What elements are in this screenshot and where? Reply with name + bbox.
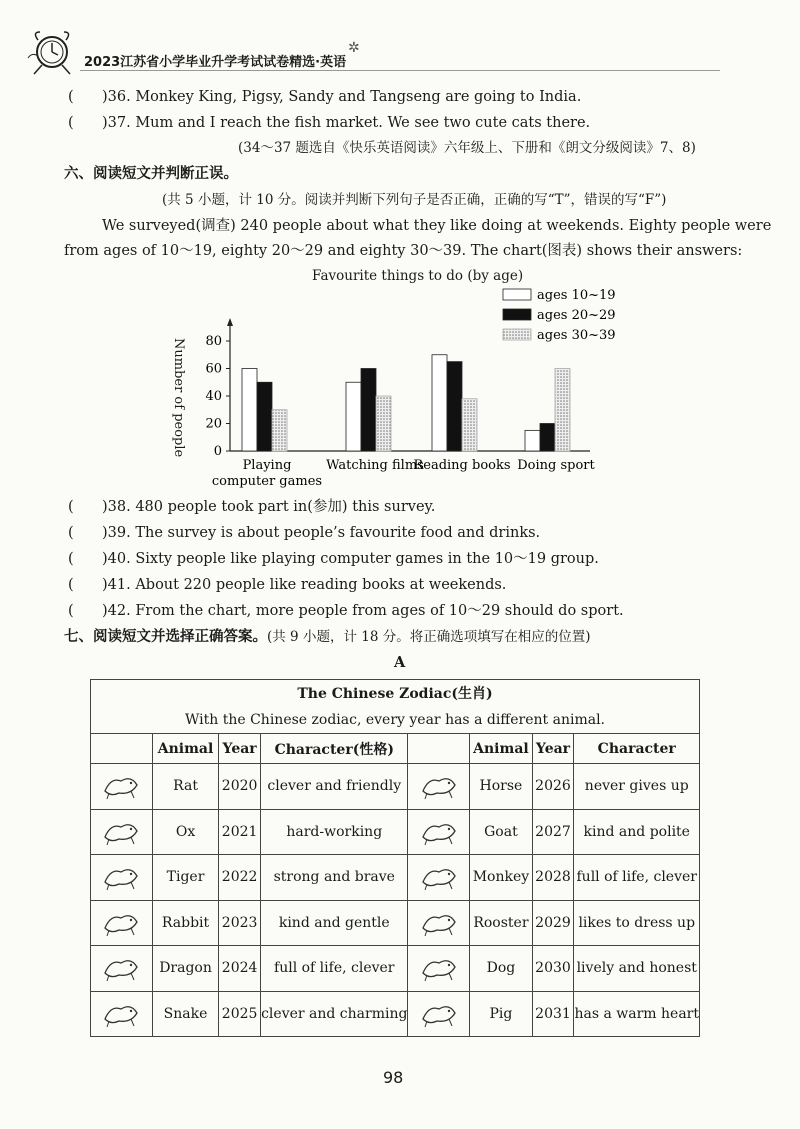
question-text: )40. Sixty people like playing computer games in the 10～19 group. <box>102 551 599 567</box>
legend-swatch <box>503 309 531 320</box>
zodiac-row <box>91 809 700 855</box>
bar-3-4 <box>555 369 570 452</box>
y-tick-label: 0 <box>213 444 222 459</box>
animal-cell: Rat <box>152 764 218 810</box>
zodiac-title: The Chinese Zodiac(生肖) <box>91 680 700 707</box>
animal-picture-cell <box>408 946 470 992</box>
header-logo-icon <box>22 28 80 82</box>
bar-1-3 <box>432 355 447 451</box>
animal-cell: Dog <box>470 946 532 992</box>
question-text: )37. Mum and I reach the fish market. We see two cute cats there. <box>102 115 591 131</box>
animal-picture-cell <box>408 809 470 855</box>
passage-line-2: from ages of 10～19, eighty 20～29 and eighty 30～39. The chart(图表) shows their answers: <box>64 243 743 259</box>
category-label: Watching films <box>326 458 424 473</box>
pig-icon <box>408 999 469 1029</box>
answer-paren: ( <box>68 499 74 515</box>
character-cell: lively and honest <box>574 946 700 992</box>
dragon-icon <box>91 953 152 983</box>
category-label: Reading books <box>413 458 511 473</box>
character-cell: has a warm heart <box>574 991 700 1037</box>
character-cell: hard-working <box>261 809 408 855</box>
source-note: (34～37 题选自《快乐英语阅读》六年级上、下册和《朗文分级阅读》7、8) <box>238 140 696 156</box>
y-tick-label: 80 <box>205 334 222 349</box>
section-7-title: 七、阅读短文并选择正确答案。 <box>64 628 267 645</box>
bar-1-1 <box>242 369 257 452</box>
character-cell: strong and brave <box>261 855 408 901</box>
passage-line-1: We surveyed(调查) 240 people about what they like doing at weekends. Eighty people were <box>102 218 772 234</box>
answer-paren: ( <box>68 577 74 593</box>
animal-picture-cell <box>91 991 153 1037</box>
y-axis-arrow <box>227 318 233 326</box>
header-year: Year <box>532 734 574 764</box>
zodiac-title-row <box>91 680 700 707</box>
year-cell: 2020 <box>219 764 261 810</box>
question-text: )41. About 220 people like reading books at weekends. <box>102 577 507 593</box>
header-year: Year <box>219 734 261 764</box>
animal-picture-cell <box>408 900 470 946</box>
year-cell: 2027 <box>532 809 574 855</box>
header-pic-cell <box>91 734 153 764</box>
year-cell: 2025 <box>219 991 261 1037</box>
bar-1-4 <box>525 430 540 451</box>
animal-picture-cell <box>91 764 153 810</box>
y-tick-label: 20 <box>205 416 222 432</box>
bar-2-1 <box>257 382 272 451</box>
character-cell: kind and polite <box>574 809 700 855</box>
year-cell: 2030 <box>532 946 574 992</box>
animal-cell: Rabbit <box>152 900 218 946</box>
year-cell: 2023 <box>219 900 261 946</box>
header-rule <box>80 70 720 71</box>
bar-3-2 <box>376 396 391 451</box>
character-cell: never gives up <box>574 764 700 810</box>
year-cell: 2031 <box>532 991 574 1037</box>
question-text: )42. From the chart, more people from ages of 10～29 should do sport. <box>102 603 624 619</box>
animal-picture-cell <box>91 809 153 855</box>
goat-icon <box>408 817 469 847</box>
tiger-icon <box>91 862 152 892</box>
y-axis-label <box>160 338 186 510</box>
animal-cell: Tiger <box>152 855 218 901</box>
answer-paren: ( <box>68 89 74 105</box>
character-cell: full of life, clever <box>261 946 408 992</box>
character-cell: kind and gentle <box>261 900 408 946</box>
ox-icon <box>91 817 152 847</box>
question-37 <box>68 113 590 133</box>
animal-picture-cell <box>408 764 470 810</box>
rooster-icon <box>408 908 469 938</box>
legend-swatch <box>503 329 531 340</box>
bar-2-2 <box>361 369 376 452</box>
animal-picture-cell <box>91 946 153 992</box>
animal-picture-cell <box>91 855 153 901</box>
character-cell: full of life, clever <box>574 855 700 901</box>
animal-cell: Goat <box>470 809 532 855</box>
animal-cell: Monkey <box>470 855 532 901</box>
animal-cell: Ox <box>152 809 218 855</box>
y-tick-label: 40 <box>205 389 222 404</box>
header-character: Character(性格) <box>261 734 408 764</box>
answer-paren: ( <box>68 115 74 131</box>
question-text: )38. 480 people took part in(参加) this survey. <box>102 499 436 515</box>
year-cell: 2028 <box>532 855 574 901</box>
header-star-icon: ✲ <box>348 40 360 56</box>
part-label: A <box>394 654 406 671</box>
bar-chart <box>170 280 650 495</box>
zodiac-row <box>91 855 700 901</box>
zodiac-subtitle-row <box>91 707 700 734</box>
bar-2-4 <box>540 424 555 452</box>
header-character: Character <box>574 734 700 764</box>
zodiac-header-row <box>91 734 700 764</box>
legend-swatch <box>503 289 531 300</box>
animal-cell: Horse <box>470 764 532 810</box>
question-41 <box>68 575 506 595</box>
answer-paren: ( <box>68 551 74 567</box>
question-text: )39. The survey is about people’s favourite food and drinks. <box>102 525 541 541</box>
rat-icon <box>91 771 152 801</box>
year-cell: 2029 <box>532 900 574 946</box>
question-text: )36. Monkey King, Pigsy, Sandy and Tangseng are going to India. <box>102 89 582 105</box>
year-cell: 2021 <box>219 809 261 855</box>
animal-picture-cell <box>408 855 470 901</box>
section-7-instruction: (共 9 小题，计 18 分。将正确选项填写在相应的位置) <box>267 629 591 645</box>
category-label: Playing <box>242 458 292 473</box>
section-6-instruction: (共 5 小题，计 10 分。阅读并判断下列句子是否正确，正确的写“T”，错误的写“F”) <box>162 192 667 208</box>
answer-paren: ( <box>68 525 74 541</box>
question-38 <box>68 497 435 517</box>
zodiac-row <box>91 764 700 810</box>
legend-label: ages 20~29 <box>537 308 616 323</box>
character-cell: clever and friendly <box>261 764 408 810</box>
animal-cell: Dragon <box>152 946 218 992</box>
category-label-line2: computer games <box>211 474 323 489</box>
header-animal: Animal <box>470 734 532 764</box>
header-animal: Animal <box>152 734 218 764</box>
question-36 <box>68 87 581 107</box>
bar-3-1 <box>272 410 287 451</box>
header-title: 2023江苏省小学毕业升学考试试卷精选·英语 <box>84 55 347 70</box>
answer-paren: ( <box>68 603 74 619</box>
question-40 <box>68 549 599 569</box>
chart-title: Favourite things to do (by age) <box>312 268 524 284</box>
legend-label: ages 30~39 <box>537 328 616 343</box>
year-cell: 2022 <box>219 855 261 901</box>
zodiac-row <box>91 991 700 1037</box>
snake-icon <box>91 999 152 1029</box>
character-cell: clever and charming <box>261 991 408 1037</box>
year-cell: 2024 <box>219 946 261 992</box>
character-cell: likes to dress up <box>574 900 700 946</box>
animal-cell: Pig <box>470 991 532 1037</box>
section-6-title: 六、阅读短文并判断正误。 <box>64 165 238 182</box>
section-7-heading <box>64 627 590 647</box>
y-tick-label: 60 <box>205 361 222 377</box>
category-label: Doing sport <box>517 458 595 473</box>
question-39 <box>68 523 540 543</box>
horse-icon <box>408 771 469 801</box>
bar-3-3 <box>462 399 477 451</box>
legend-label: ages 10~19 <box>537 288 616 303</box>
zodiac-row <box>91 900 700 946</box>
header-pic-cell <box>408 734 470 764</box>
rabbit-icon <box>91 908 152 938</box>
animal-picture-cell <box>91 900 153 946</box>
animal-cell: Snake <box>152 991 218 1037</box>
bar-1-2 <box>346 382 361 451</box>
animal-cell: Rooster <box>470 900 532 946</box>
dog-icon <box>408 953 469 983</box>
animal-picture-cell <box>408 991 470 1037</box>
y-axis-label-text: Number of people <box>171 338 186 458</box>
question-42 <box>68 601 624 621</box>
monkey-icon <box>408 862 469 892</box>
page-number: 98 <box>383 1068 404 1087</box>
zodiac-table <box>90 679 700 1037</box>
zodiac-subtitle: With the Chinese zodiac, every year has a different animal. <box>91 707 700 734</box>
year-cell: 2026 <box>532 764 574 810</box>
zodiac-row <box>91 946 700 992</box>
bar-2-3 <box>447 362 462 451</box>
